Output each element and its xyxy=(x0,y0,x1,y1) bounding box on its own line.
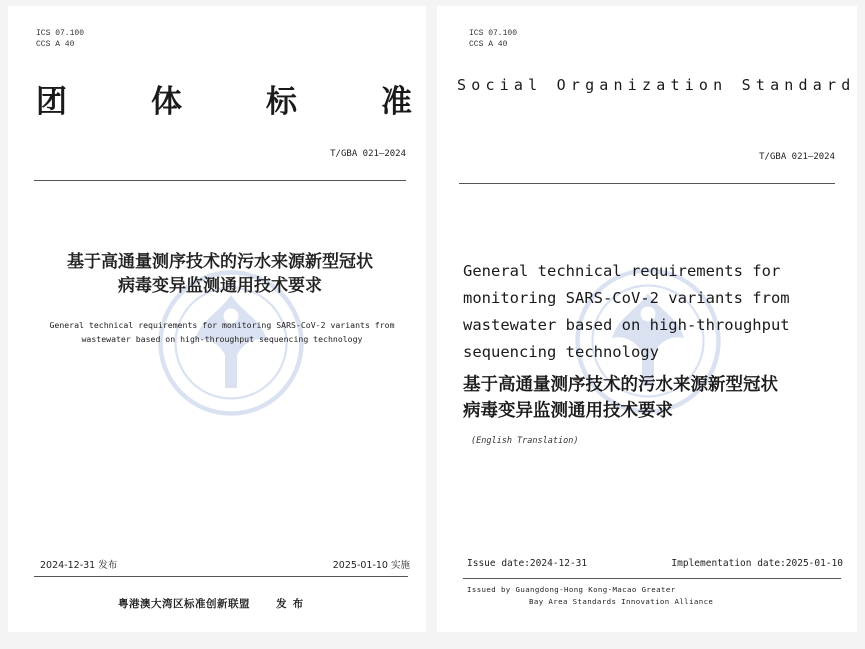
document-number: T/GBA 021—2024 xyxy=(330,149,406,159)
standard-type-char: 准 xyxy=(381,84,412,120)
translation-note: (English Translation) xyxy=(471,436,579,446)
issued-by-line: Bay Area Standards Innovation Alliance xyxy=(529,597,714,606)
publisher xyxy=(467,584,713,608)
title-en-line: wastewater based on high-throughput xyxy=(463,316,790,334)
ccs-code: CCS A 40 xyxy=(36,40,75,49)
standard-type-char: 团 xyxy=(36,84,67,120)
footer-divider xyxy=(34,576,408,577)
implementation-date: Implementation date:2025-01-10 xyxy=(671,558,843,569)
title-en-line: wastewater based on high-throughput sequencing technology xyxy=(81,334,363,344)
title-cn-line: 病毒变异监测通用技术要求 xyxy=(118,276,322,296)
document-title-chinese xyxy=(463,372,853,424)
standard-type-char: 体 xyxy=(151,84,182,120)
title-cn-line: 基于高通量测序技术的污水来源新型冠状 xyxy=(67,252,373,272)
date-row xyxy=(467,558,843,569)
footer-divider xyxy=(463,578,841,579)
title-en-line: sequencing technology xyxy=(463,343,659,361)
title-en-line: monitoring SARS-CoV-2 variants from xyxy=(463,289,790,307)
header-divider xyxy=(34,180,406,181)
publisher xyxy=(118,596,309,611)
date-row xyxy=(40,557,410,571)
issued-by-line: Issued by Guangdong-Hong Kong-Macao Greater xyxy=(467,585,676,594)
title-cn-line: 病毒变异监测通用技术要求 xyxy=(463,401,673,421)
issue-date: Issue date:2024-12-31 xyxy=(467,558,588,569)
classification-codes xyxy=(469,28,517,50)
cover-page-english xyxy=(437,6,857,632)
publish-label: 发布 xyxy=(276,598,310,610)
document-number: T/GBA 021—2024 xyxy=(759,152,835,162)
header-divider xyxy=(459,183,835,184)
title-cn-line: 基于高通量测序技术的污水来源新型冠状 xyxy=(463,375,778,395)
document-title-english xyxy=(463,258,853,366)
publisher-name: 粤港澳大湾区标准创新联盟 xyxy=(118,598,250,610)
ics-code: ICS 07.100 xyxy=(36,29,85,38)
ics-code: ICS 07.100 xyxy=(469,29,518,38)
title-en-line: General technical requirements for xyxy=(463,262,781,280)
implementation-date: 2025-01-10 实施 xyxy=(332,560,410,571)
ccs-code: CCS A 40 xyxy=(469,40,508,49)
classification-codes xyxy=(36,28,84,50)
cover-page-chinese xyxy=(8,6,426,632)
document-title-english xyxy=(30,318,414,346)
title-en-line: General technical requirements for monitoring SARS-CoV-2 variants from xyxy=(49,320,395,330)
issue-date: 2024-12-31 发布 xyxy=(40,560,118,571)
standard-type-heading xyxy=(36,76,412,121)
document-title-chinese xyxy=(30,250,410,298)
standard-type-char: 标 xyxy=(266,84,297,120)
standard-type-heading: Social Organization Standard xyxy=(457,76,856,94)
